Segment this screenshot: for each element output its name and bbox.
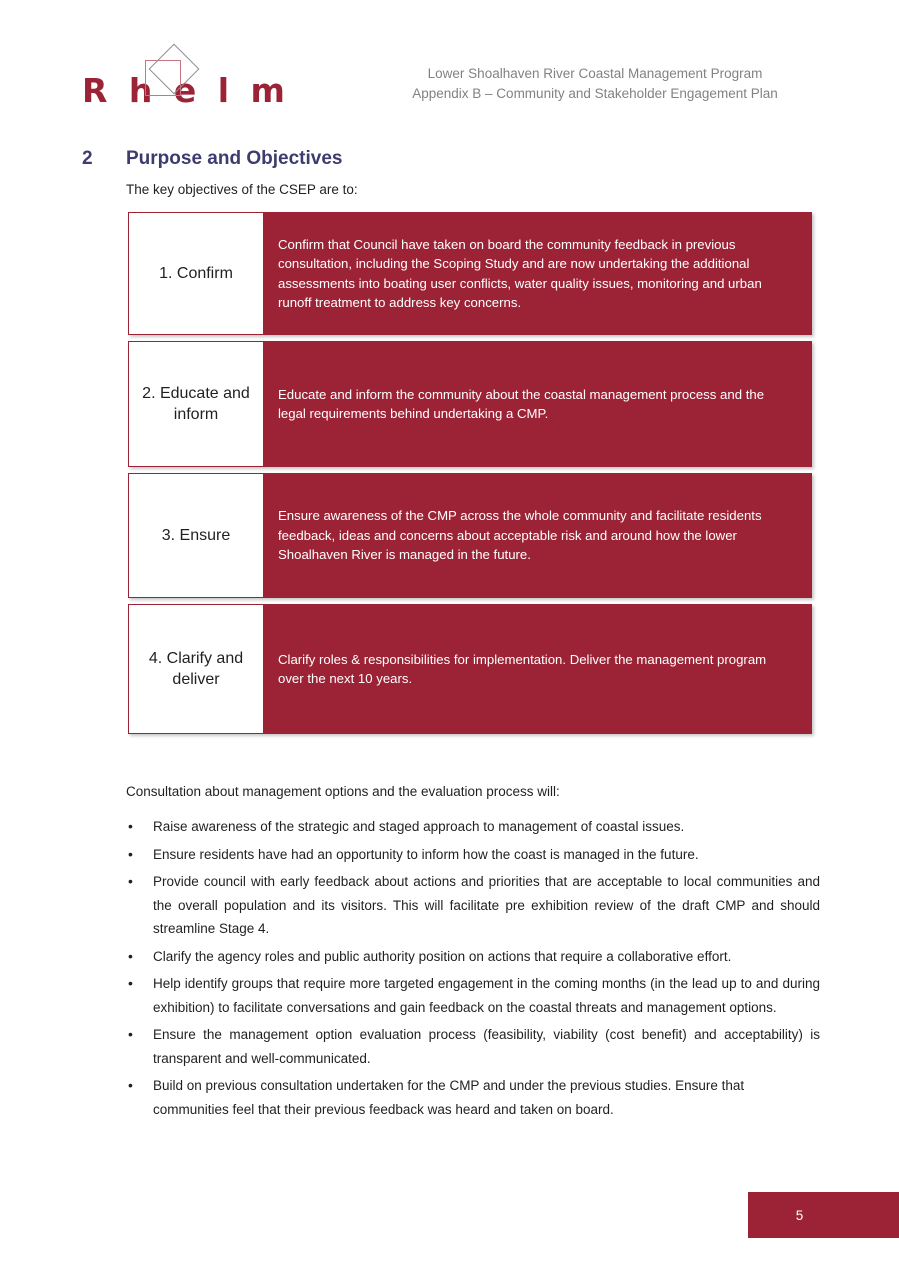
objective-description: Ensure awareness of the CMP across the whole community and facilitate residents feedback, ideas and concerns about acceptable risk and around how the lower Shoalhaven River is managed in the future. xyxy=(264,473,812,598)
objective-label: 1. Confirm xyxy=(128,212,264,335)
header-title-line-1: Lower Shoalhaven River Coastal Management Program xyxy=(427,66,763,81)
list-item: • Ensure residents have had an opportunity to inform how the coast is managed in the future. xyxy=(126,843,820,867)
list-item: • Help identify groups that require more targeted engagement in the coming months (in the lead up to and during exhibition) to facilitate conversations and gain feedback on the coastal threats and management options. xyxy=(126,972,820,1019)
objective-label: 2. Educate and inform xyxy=(128,341,264,467)
page-footer xyxy=(748,1192,899,1238)
header-title-line-2: Appendix B – Community and Stakeholder Engagement Plan xyxy=(412,86,778,101)
objective-label: 3. Ensure xyxy=(128,473,264,598)
objective-row xyxy=(128,341,812,467)
section-intro-text: The key objectives of the CSEP are to: xyxy=(126,182,358,197)
section-number: 2 xyxy=(82,148,93,169)
page-number: 5 xyxy=(795,1207,804,1223)
page-header xyxy=(0,48,899,118)
consultation-section xyxy=(126,782,820,1125)
list-item: • Provide council with early feedback about actions and priorities that are acceptable to local communities and the overall population and its visitors. This will facilitate pre exhibition review of the draft CMP and should streamline Stage 4. xyxy=(126,870,820,941)
objectives-list xyxy=(128,212,812,740)
list-item: • Ensure the management option evaluation process (feasibility, viability (cost benefit) and acceptability) is transparent and well-communicated. xyxy=(126,1023,820,1070)
list-item: • Raise awareness of the strategic and staged approach to management of coastal issues. xyxy=(126,815,820,839)
consultation-bullet-list xyxy=(126,815,820,1121)
page-title: Purpose and Objectives xyxy=(126,148,343,169)
document-header-title xyxy=(360,64,830,104)
list-item: • Clarify the agency roles and public authority position on actions that require a collaborative effort. xyxy=(126,945,820,969)
objective-label: 4. Clarify and deliver xyxy=(128,604,264,734)
objective-row xyxy=(128,212,812,335)
objective-description: Clarify roles & responsibilities for implementation. Deliver the management program over the next 10 years. xyxy=(264,604,812,734)
list-item: • Build on previous consultation undertaken for the CMP and under the previous studies. Ensure that communities feel that their previous feedback was heard and taken on board. xyxy=(126,1074,820,1121)
objective-row xyxy=(128,604,812,734)
section-heading xyxy=(82,148,822,170)
objective-description: Educate and inform the community about the coastal management process and the legal requirements behind undertaking a CMP. xyxy=(264,341,812,467)
rhelm-logo xyxy=(82,56,290,116)
objective-row xyxy=(128,473,812,598)
objective-description: Confirm that Council have taken on board the community feedback in previous consultation, including the Scoping Study and are now undertaking the additional assessments into boating user conflicts, water quality issues, monitoring and urban runoff treatment to address key concerns. xyxy=(264,212,812,335)
consultation-lead-text: Consultation about management options and the evaluation process will: xyxy=(126,784,560,799)
logo-wordmark: R h e l m xyxy=(82,71,290,110)
